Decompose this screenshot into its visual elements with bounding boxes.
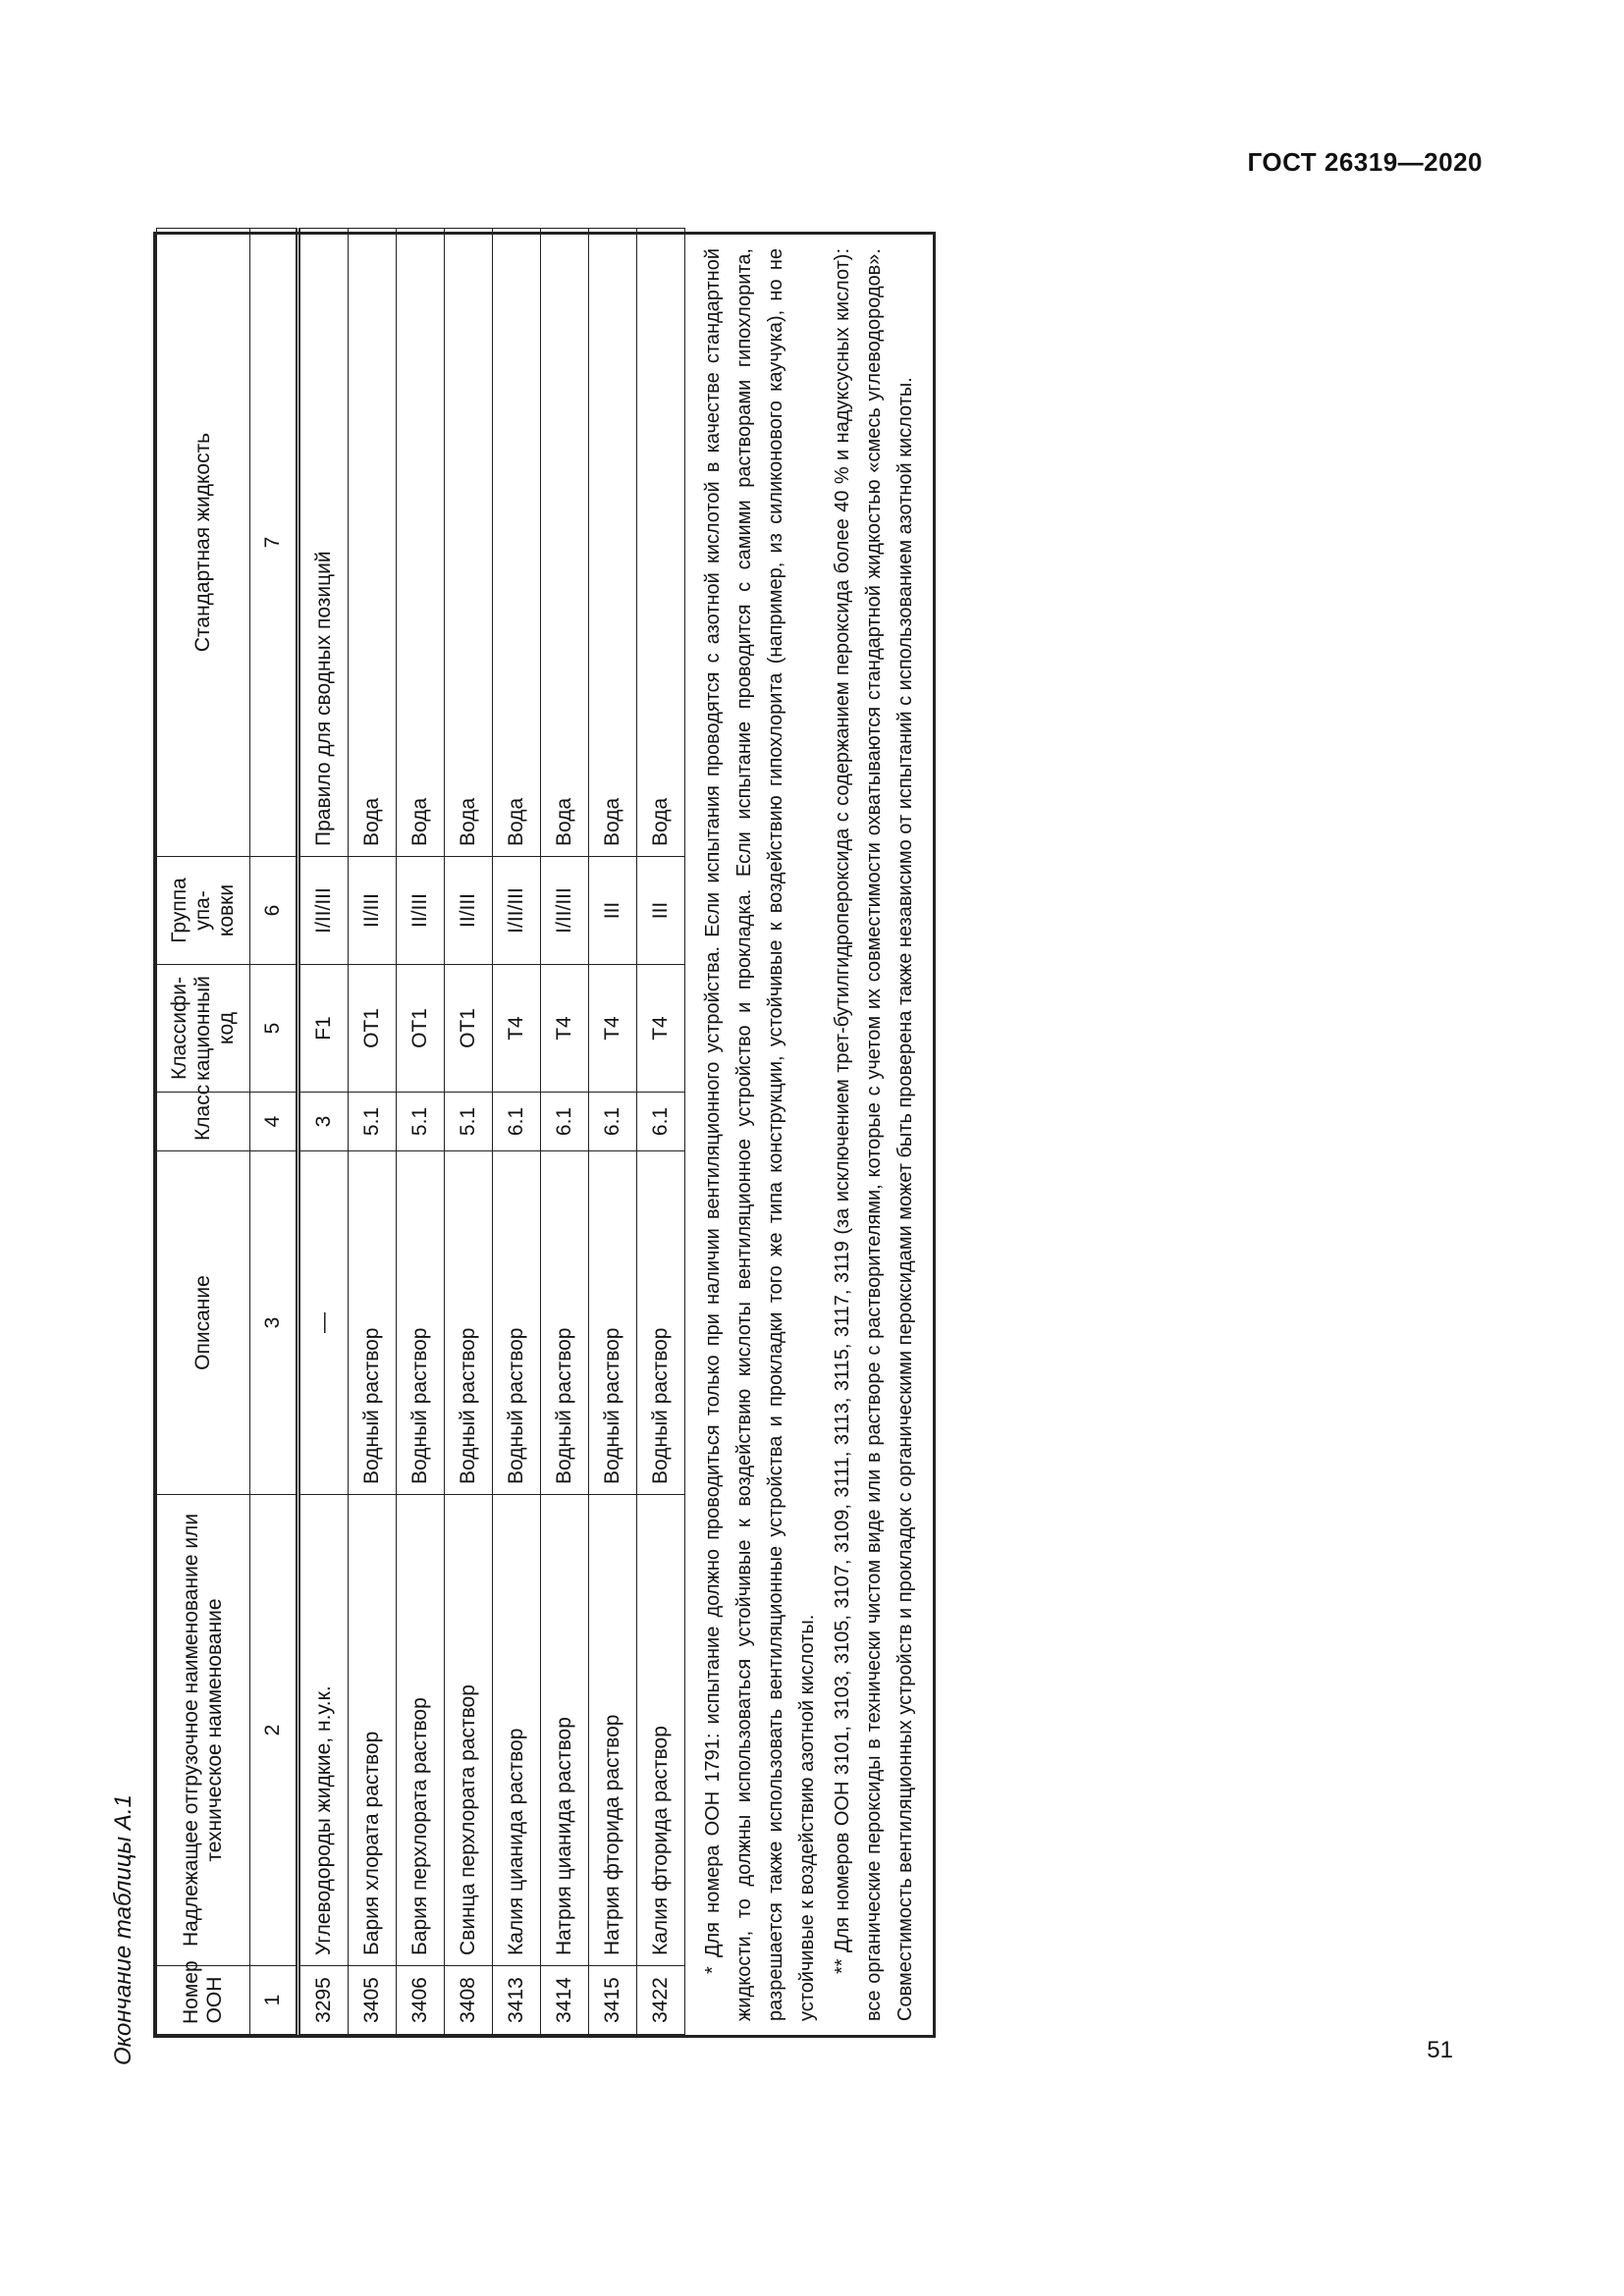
col-header-classification-code: Классифи-кационный код bbox=[157, 965, 250, 1093]
cell-standard-liquid: Вода bbox=[493, 229, 541, 857]
rotated-table-block bbox=[110, 226, 964, 2071]
cell-description: — bbox=[298, 1151, 349, 1495]
col-header-packing-group: Группа упа-ковки bbox=[157, 857, 250, 965]
cell-un-number: 3295 bbox=[298, 1966, 349, 2035]
cell-packing-group: II/III bbox=[397, 857, 445, 965]
cell-description: Водный раствор bbox=[445, 1151, 493, 1495]
col-header-shipping-name: Надлежащее отгрузочное наименование или техническое наименование bbox=[157, 1495, 250, 1966]
cell-shipping-name: Свинца перхлората раствор bbox=[445, 1495, 493, 1966]
table-row bbox=[397, 229, 445, 2035]
cell-packing-group: II/III bbox=[445, 857, 493, 965]
col-header-class: Класс bbox=[157, 1093, 250, 1151]
cell-shipping-name: Бария перхлората раствор bbox=[397, 1495, 445, 1966]
col-header-standard-liquid: Стандартная жидкость bbox=[157, 229, 250, 857]
footnote-single-asterisk: * Для номера ООН 1791: испытание должно проводиться только при наличии вентиляционного устройства. Если испытания проводятся с азотной кислотой в качестве стандартной жидкости, то должны использоваться устойчивые к воздействию кислоты вентиляционное устройство и прокладка. Если испытание проводится с самими растворами гипохлорита, разрешается также использовать вентиляционные устройства и прокладки того же типа конструкции, устойчивые к воздействию гипохлорита (например, из силиконового каучука), но не устойчивые к воздействию азотной кислоты. bbox=[702, 248, 818, 2021]
cell-un-number: 3406 bbox=[397, 1966, 445, 2035]
cell-shipping-name: Натрия цианида раствор bbox=[541, 1495, 589, 1966]
cell-standard-liquid: Вода bbox=[637, 229, 685, 857]
table-row bbox=[493, 229, 541, 2035]
cell-shipping-name: Натрия фторида раствор bbox=[589, 1495, 637, 1966]
cell-packing-group: I/II/III bbox=[298, 857, 349, 965]
cell-standard-liquid: Вода bbox=[541, 229, 589, 857]
table-footnotes bbox=[685, 235, 933, 2035]
cell-class: 3 bbox=[298, 1093, 349, 1151]
column-number: 5 bbox=[250, 965, 298, 1093]
cell-standard-liquid: Вода bbox=[445, 229, 493, 857]
cell-description: Водный раствор bbox=[589, 1151, 637, 1495]
cell-packing-group: II/III bbox=[349, 857, 397, 965]
column-number: 1 bbox=[250, 1966, 298, 2035]
cell-classification-code: T4 bbox=[589, 965, 637, 1093]
column-number-row bbox=[250, 229, 298, 2035]
cell-un-number: 3422 bbox=[637, 1966, 685, 2035]
cell-standard-liquid: Вода bbox=[349, 229, 397, 857]
cell-description: Водный раствор bbox=[397, 1151, 445, 1495]
data-table bbox=[156, 228, 685, 2035]
column-number: 3 bbox=[250, 1151, 298, 1495]
cell-shipping-name: Калия фторида раствор bbox=[637, 1495, 685, 1966]
cell-classification-code: OT1 bbox=[445, 965, 493, 1093]
cell-class: 5.1 bbox=[445, 1093, 493, 1151]
footnote-double-asterisk: ** Для номеров ООН 3101, 3103, 3105, 3107, 3109, 3111, 3113, 3115, 3117, 3119 (за исключением трет-бутилгидропероксида с содержанием пероксида более 40 % и надуксусных кислот): все органические пероксиды в технически чистом виде или в растворе с растворителями, которые с учетом их совместимости охватываются стандартной жидкостью «смесь углеводородов». Совместимость вентиляционных устройств и прокладок с органическими пероксидами может быть проверена также независимо от испытаний с использованием азотной кислоты. bbox=[832, 248, 916, 2021]
cell-shipping-name: Калия цианида раствор bbox=[493, 1495, 541, 1966]
document-header: ГОСТ 26319—2020 bbox=[1247, 147, 1483, 177]
cell-un-number: 3405 bbox=[349, 1966, 397, 2035]
cell-description: Водный раствор bbox=[541, 1151, 589, 1495]
col-header-un-number: Номер ООН bbox=[157, 1966, 250, 2035]
cell-class: 5.1 bbox=[397, 1093, 445, 1151]
table-row bbox=[541, 229, 589, 2035]
cell-classification-code: T4 bbox=[541, 965, 589, 1093]
table-row bbox=[349, 229, 397, 2035]
cell-un-number: 3414 bbox=[541, 1966, 589, 2035]
table-row bbox=[445, 229, 493, 2035]
cell-description: Водный раствор bbox=[637, 1151, 685, 1495]
cell-shipping-name: Бария хлората раствор bbox=[349, 1495, 397, 1966]
cell-classification-code: OT1 bbox=[349, 965, 397, 1093]
cell-standard-liquid: Правило для сводных позиций bbox=[298, 229, 349, 857]
cell-classification-code: OT1 bbox=[397, 965, 445, 1093]
cell-class: 6.1 bbox=[541, 1093, 589, 1151]
cell-standard-liquid: Вода bbox=[589, 229, 637, 857]
cell-shipping-name: Углеводороды жидкие, н.у.к. bbox=[298, 1495, 349, 1966]
column-number: 7 bbox=[250, 229, 298, 857]
cell-un-number: 3415 bbox=[589, 1966, 637, 2035]
page-number: 51 bbox=[1427, 2037, 1453, 2063]
cell-classification-code: T4 bbox=[493, 965, 541, 1093]
cell-packing-group: III bbox=[589, 857, 637, 965]
column-number: 2 bbox=[250, 1495, 298, 1966]
cell-un-number: 3413 bbox=[493, 1966, 541, 2035]
table-caption: Окончание таблицы А.1 bbox=[110, 1794, 136, 2065]
cell-packing-group: I/II/III bbox=[493, 857, 541, 965]
col-header-description: Описание bbox=[157, 1151, 250, 1495]
cell-packing-group: I/II/III bbox=[541, 857, 589, 965]
cell-classification-code: T4 bbox=[637, 965, 685, 1093]
table-row bbox=[589, 229, 637, 2035]
cell-class: 6.1 bbox=[493, 1093, 541, 1151]
table-frame bbox=[153, 232, 936, 2038]
cell-description: Водный раствор bbox=[493, 1151, 541, 1495]
cell-description: Водный раствор bbox=[349, 1151, 397, 1495]
table-header-row bbox=[157, 229, 250, 2035]
cell-class: 6.1 bbox=[637, 1093, 685, 1151]
table-row bbox=[298, 229, 349, 2035]
column-number: 6 bbox=[250, 857, 298, 965]
cell-packing-group: III bbox=[637, 857, 685, 965]
cell-un-number: 3408 bbox=[445, 1966, 493, 2035]
cell-classification-code: F1 bbox=[298, 965, 349, 1093]
cell-class: 5.1 bbox=[349, 1093, 397, 1151]
table-row bbox=[637, 229, 685, 2035]
cell-class: 6.1 bbox=[589, 1093, 637, 1151]
cell-standard-liquid: Вода bbox=[397, 229, 445, 857]
column-number: 4 bbox=[250, 1093, 298, 1151]
